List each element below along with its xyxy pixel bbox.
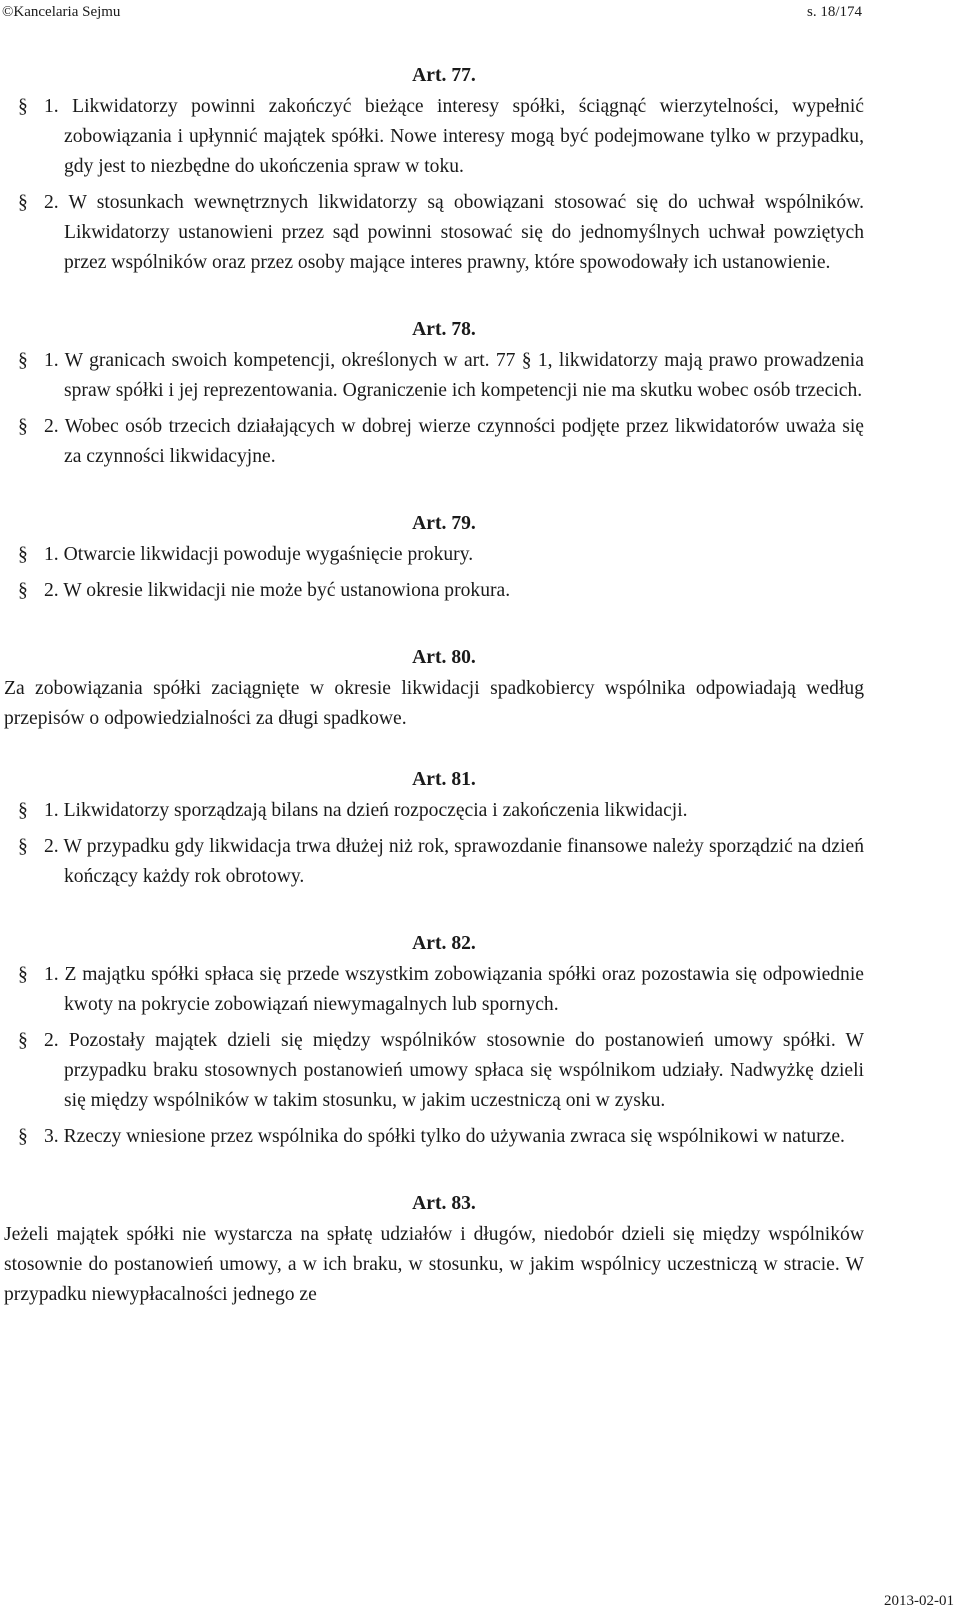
article-title: Art. 80.: [412, 647, 476, 668]
copyright-label: ©Kancelaria Sejmu: [2, 4, 121, 20]
article-81: [4, 764, 864, 892]
section-symbol: §: [18, 1126, 28, 1147]
document-date: 2013-02-01: [884, 1593, 954, 1609]
paragraph-text: 1. Otwarcie likwidacji powoduje wygaśnięcie prokury.: [44, 544, 474, 565]
article-77: [4, 60, 864, 278]
paragraph: [4, 92, 864, 182]
paragraph: [4, 576, 864, 606]
section-symbol: §: [18, 580, 28, 601]
paragraph: [4, 412, 864, 472]
section-symbol: §: [18, 416, 28, 437]
document-body: [4, 60, 864, 1310]
page-header: [0, 0, 960, 24]
paragraph-text: 2. W stosunkach wewnętrznych likwidatorzy są obowiązani stosować się do uchwał wspólników. Likwidatorzy ustanowieni przez sąd powinni stosować się do jednomyślnych uchwał powziętych przez wspólników oraz przez osoby mające interes prawny, które spowodowały ich ustanowienie.: [44, 192, 864, 273]
paragraph: [4, 1122, 864, 1152]
paragraph: [4, 796, 864, 826]
paragraph: [4, 346, 864, 406]
article-title: Art. 82.: [412, 933, 476, 954]
page-number: s. 18/174: [806, 4, 862, 20]
paragraph-text: 3. Rzeczy wniesione przez wspólnika do spółki tylko do używania zwraca się wspólnikowi w naturze.: [44, 1126, 845, 1147]
paragraph-text: 1. Likwidatorzy powinni zakończyć bieżące interesy spółki, ściągnąć wierzytelności, wypełnić zobowiązania i upłynnić majątek spółki. Nowe interesy mogą być podejmowane tylko w przypadku, gdy jest to niezbędne do ukończenia spraw w toku.: [44, 96, 864, 177]
paragraph: [4, 540, 864, 570]
paragraph-text: Jeżeli majątek spółki nie wystarcza na spłatę udziałów i długów, niedobór dzieli się między wspólników stosownie do postanowień umowy, a w ich braku, w stosunku, w jakim wspólnicy uczestniczą w stracie. W przypadku niewypłacalności jednego ze: [4, 1224, 864, 1305]
paragraph-text: 2. Wobec osób trzecich działających w dobrej wierze czynności podjęte przez likwidatorów uważa się za czynności likwidacyjne.: [44, 416, 864, 467]
article-title: Art. 79.: [412, 513, 476, 534]
section-symbol: §: [18, 544, 28, 565]
paragraph-text: 1. Z majątku spółki spłaca się przede wszystkim zobowiązania spółki oraz pozostawia się odpowiednie kwoty na pokrycie zobowiązań niewymagalnych lub spornych.: [44, 964, 864, 1015]
paragraph-text: 2. W okresie likwidacji nie może być ustanowiona prokura.: [44, 580, 511, 601]
paragraph-text: Za zobowiązania spółki zaciągnięte w okresie likwidacji spadkobiercy wspólnika odpowiadają według przepisów o odpowiedzialności za długi spadkowe.: [4, 678, 864, 729]
section-symbol: §: [18, 1030, 28, 1051]
section-symbol: §: [18, 836, 28, 857]
article-80: [4, 642, 864, 734]
article-title: Art. 83.: [412, 1193, 476, 1214]
article-title: Art. 78.: [412, 319, 476, 340]
section-symbol: §: [18, 964, 28, 985]
article-82: [4, 928, 864, 1152]
paragraph-text: 2. Pozostały majątek dzieli się między wspólników stosownie do postanowień umowy spółki. W przypadku braku stosownych postanowień umowy spłaca się wspólnikom udziały. Nadwyżkę dzieli się między wspólników w takim stosunku, w jakim uczestniczą oni w zysku.: [44, 1030, 864, 1111]
article-83: [4, 1188, 864, 1310]
paragraph: [4, 1026, 864, 1116]
paragraph-text: 1. W granicach swoich kompetencji, określonych w art. 77 § 1, likwidatorzy mają prawo prowadzenia spraw spółki i jej reprezentowania. Ograniczenie ich kompetencji nie ma skutku wobec osób trzecich.: [44, 350, 864, 401]
paragraph-text: 2. W przypadku gdy likwidacja trwa dłużej niż rok, sprawozdanie finansowe należy sporządzić na dzień kończący każdy rok obrotowy.: [44, 836, 864, 887]
paragraph: [4, 832, 864, 892]
article-79: [4, 508, 864, 606]
paragraph: [4, 188, 864, 278]
section-symbol: §: [18, 96, 28, 117]
paragraph-text: 1. Likwidatorzy sporządzają bilans na dzień rozpoczęcia i zakończenia likwidacji.: [44, 800, 688, 821]
article-78: [4, 314, 864, 472]
section-symbol: §: [18, 350, 28, 371]
article-title: Art. 77.: [412, 65, 476, 86]
paragraph: [4, 960, 864, 1020]
section-symbol: §: [18, 800, 28, 821]
article-title: Art. 81.: [412, 769, 476, 790]
section-symbol: §: [18, 192, 28, 213]
